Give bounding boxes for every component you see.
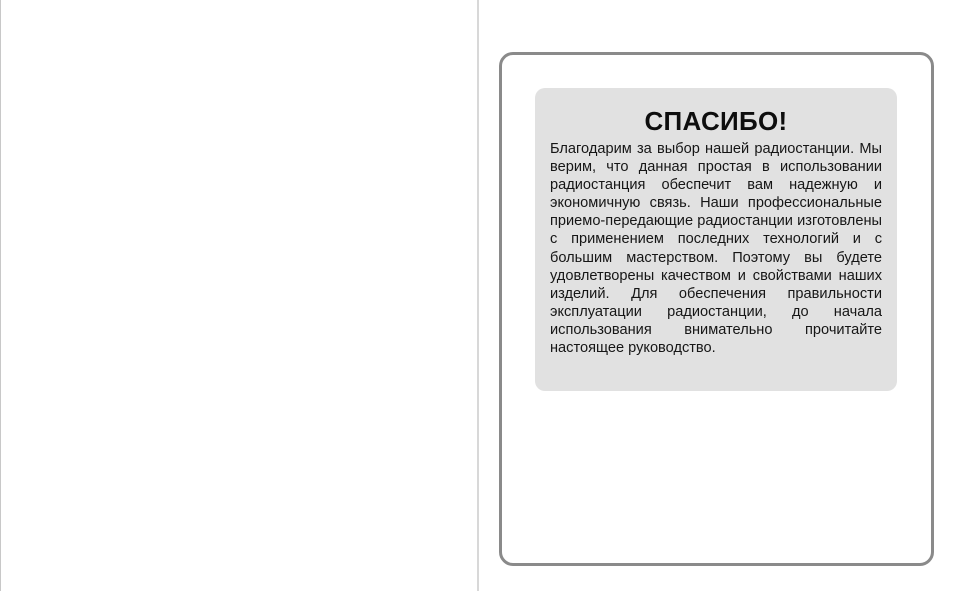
center-fold-line <box>477 0 479 591</box>
notice-body: Благодарим за выбор нашей радиостанции. Мы верим, что данная простая в использовании радиостанция обеспечит вам надежную и экономичную связь. Наши профессиональные приемо-передающие радиостанции изготовлены с применением последних технологий и с большим мастерством. Поэтому вы будете удовлетворены качеством и свойствами наших изделий. Для обеспечения правильности эксплуатации радиостанции, до начала использования внимательно прочитайте настоящее руководство. <box>550 141 882 357</box>
notice-title: СПАСИБО! <box>644 106 788 136</box>
thank-you-notice <box>535 88 897 391</box>
left-page-edge <box>0 0 1 591</box>
